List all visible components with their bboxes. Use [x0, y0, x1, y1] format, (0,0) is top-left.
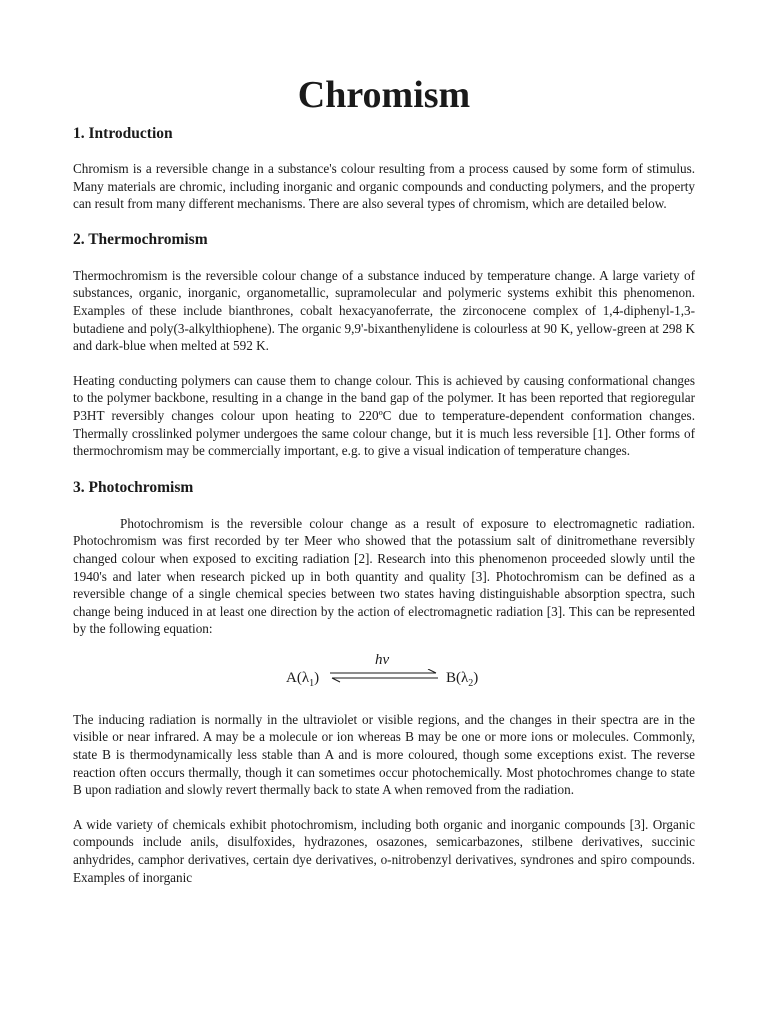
- document-page: [73, 0, 695, 886]
- paragraph-introduction: Chromism is a reversible change in a substance's colour resulting from a process caused by some form of stimulus. Many materials are chromic, including inorganic and organic compounds and conducting polymers, and the property can result from many different mechanisms. There are also several types of chromism, which are detailed below.: [73, 161, 695, 212]
- paragraph-thermochromism-2: Heating conducting polymers can cause them to change colour. This is achieved by causing conformational changes to the polymer backbone, resulting in a change in the band gap of the polymer. It has been reported that regioregular P3HT reversibly changes colour upon heating to 220ºC due to temperature-dependent conformation changes. Thermally crosslinked polymer undergoes the same colour change, but it is much less reversible [1]. Other forms of thermochromism may be commercially important, e.g. to give a visual indication of temperature changes.: [73, 372, 695, 459]
- section-heading-photochromism: 3. Photochromism: [73, 478, 194, 496]
- equation-lhs: $A(\lambda_1)$: [286, 669, 320, 689]
- paragraph-photochromism-3: A wide variety of chemicals exhibit photochromism, including both organic and inorganic compounds [3]. Organic compounds include anils, disulfoxides, hydrazones, osazones, semicarbazones, stilbene derivatives, succinic anhydrides, camphor derivatives, certain dye derivatives, o-nitrobenzyl derivatives, syndrones and spiro compounds. Examples of inorganic: [73, 816, 695, 885]
- section-heading-introduction: 1. Introduction: [73, 125, 173, 142]
- paragraph-photochromism-1: Photochromism is the reversible colour change as a result of exposure to electromagnetic radiation. Photochromism was first recorded by ter Meer who showed that the potassium salt of dinitromethane reversibly changed colour when exposed to exciting radiation [2]. Research into this phenomenon proceeded slowly until the 1940's and later when research picked up in both quantity and quality [3]. Photochromism can be defined as a reversible change of a single chemical species between two states having distinguishable absorption spectra, such change being induced in at least one direction by the action of electromagnetic radiation [3]. This can be represented by the following equation:: [73, 515, 695, 637]
- page-title: Chromism: [297, 74, 471, 116]
- equilibrium-arrow-icon: [328, 669, 440, 683]
- hv-label: hν: [375, 651, 390, 668]
- paragraph-thermochromism-1: Thermochromism is the reversible colour change of a substance induced by temperature change. A large variety of substances, organic, inorganic, organometallic, supramolecular and polymeric systems exhibit this phenomenon. Examples of these include bianthrones, cobalt hexacyanoferrate, the zirconocene complex of 1,4-diphenyl-1,3-butadiene and poly(3-alkylthiophene). The organic 9,9'-bixanthenylidene is colourless at 90 K, yellow-green at 298 K and dark-blue when melted at 592 K.: [73, 267, 695, 354]
- equation-rhs: $B(\lambda_2)$: [446, 669, 479, 689]
- photochromism-equation: [73, 652, 695, 702]
- paragraph-photochromism-2: The inducing radiation is normally in the ultraviolet or visible regions, and the changes in their spectra are in the visible or near infrared. A may be a molecule or ion whereas B may be one or more ions or molecules. Commonly, state B is thermodynamically less stable than A and is more coloured, though some exceptions exist. The reverse reaction often occurs thermally, though it can sometimes occur photochemically. Most photochromes change to state B upon radiation and slowly revert thermally back to state A when removed from the radiation.: [73, 711, 695, 798]
- section-heading-thermochromism: 2. Thermochromism: [73, 230, 208, 248]
